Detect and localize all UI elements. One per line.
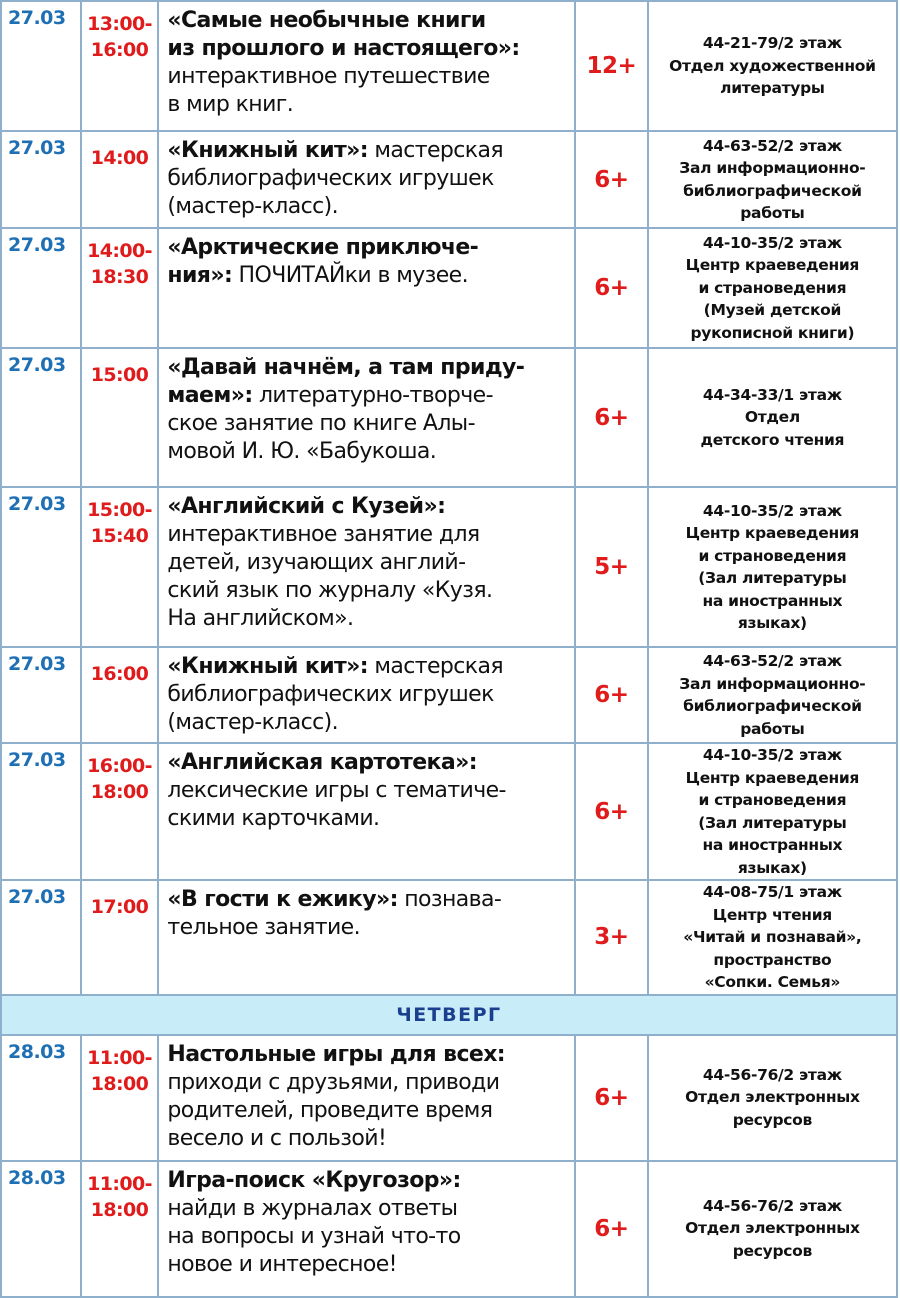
event-description-line: ский язык по журналу «Кузя. [167, 578, 493, 603]
day-heading-row [1, 995, 897, 1035]
event-description [159, 349, 574, 466]
age-rating: 6+ [594, 798, 629, 825]
event-location-line: и страноведения [698, 791, 847, 809]
event-location-line: 44-56-76/2 этаж [702, 1065, 842, 1084]
event-row [1, 743, 897, 880]
age-rating: 6+ [594, 682, 629, 708]
event-time [82, 488, 158, 549]
event-title-fragment: «Книжный кит»: [167, 138, 368, 163]
event-location-line: и страноведения [698, 278, 847, 297]
location-cell [648, 743, 897, 880]
description-cell [158, 228, 575, 348]
event-location-line: Центр краеведения [685, 524, 860, 542]
event-time-line: 15:00- [87, 499, 152, 521]
age-cell [575, 1161, 648, 1297]
date-cell [1, 1161, 81, 1297]
event-time-line: 18:00 [90, 781, 149, 803]
event-time-line: 18:00 [90, 1072, 149, 1095]
description-cell [158, 743, 575, 880]
event-row [1, 647, 897, 743]
event-time [82, 2, 158, 63]
description-cell [158, 880, 575, 995]
event-description-line: (мастер-класс). [167, 194, 339, 219]
event-row [1, 1161, 897, 1297]
location-cell [648, 647, 897, 743]
event-location-line: 44-10-35/2 этаж [702, 233, 842, 252]
age-rating: 6+ [594, 1084, 629, 1111]
event-location-line: Отдел художественной [669, 56, 876, 75]
event-title-line: Игра-поиск «Кругозор»: [167, 1167, 461, 1193]
event-title-line: Настольные игры для всех: [167, 1041, 506, 1067]
event-description [159, 1162, 574, 1279]
event-location-line: Центр чтения [712, 905, 832, 924]
event-location-line: работы [740, 719, 805, 738]
event-time-line: 17:00 [90, 896, 149, 918]
event-location-line: детского чтения [700, 430, 845, 449]
event-mixed-line [167, 137, 570, 165]
event-location-line: Зал информационно- [679, 674, 866, 693]
event-description-line: скими карточками. [167, 806, 380, 831]
age-rating: 12+ [586, 53, 637, 79]
age-cell [575, 1, 648, 131]
time-cell [81, 348, 159, 487]
event-date: 27.03 [8, 653, 66, 675]
event-location-line: Зал информационно- [679, 159, 866, 177]
age-rating: 6+ [594, 404, 629, 431]
description-cell [158, 131, 575, 228]
event-time [82, 132, 158, 171]
location-cell [648, 228, 897, 348]
date-cell [1, 348, 81, 487]
event-title-fragment: «Книжный кит»: [167, 654, 368, 679]
event-time-line: 16:00- [87, 755, 152, 777]
event-location [649, 232, 896, 345]
event-description-line: на вопросы и узнай что-то [167, 1223, 461, 1249]
time-cell [81, 1035, 159, 1161]
event-location-line: Отдел электронных [685, 1088, 860, 1107]
event-location-line: языках) [737, 614, 807, 632]
time-cell [81, 131, 159, 228]
event-time-line: 15:40 [90, 525, 149, 547]
event-location-line: 44-08-75/1 этаж [702, 883, 842, 901]
event-location-line: 44-21-79/2 этаж [702, 34, 842, 53]
event-location [649, 384, 896, 452]
location-cell [648, 880, 897, 995]
event-description-line: интерактивное занятие для [167, 522, 480, 547]
location-cell [648, 1035, 897, 1161]
event-description-line: приходи с друзьями, приводи [167, 1069, 500, 1095]
event-description-line: найди в журналах ответы [167, 1195, 458, 1221]
event-location-line: (Зал литературы [698, 813, 847, 832]
date-cell [1, 228, 81, 348]
location-cell [648, 1, 897, 131]
description-cell [158, 487, 575, 647]
event-row [1, 487, 897, 647]
event-location-line: ресурсов [732, 1110, 812, 1129]
schedule-rows-thursday [1, 1035, 897, 1297]
event-title-fragment: ния»: [167, 263, 233, 288]
event-description-line: новое и интересное! [167, 1251, 397, 1277]
event-location-line: и страноведения [698, 546, 847, 565]
event-location-line: (Зал литературы [698, 569, 847, 587]
event-description [159, 488, 574, 633]
event-location-line: 44-34-33/1 этаж [702, 385, 842, 404]
event-location-line: библиографической [683, 181, 862, 200]
date-cell [1, 880, 81, 995]
event-date: 28.03 [8, 1040, 66, 1063]
schedule-rows-wednesday [1, 1, 897, 995]
event-time-line: 14:00- [87, 240, 152, 262]
event-location-line: на иностранных [702, 591, 843, 610]
age-cell [575, 131, 648, 228]
age-cell [575, 1035, 648, 1161]
event-location-line: 44-10-35/2 этаж [702, 501, 842, 520]
event-location [649, 650, 896, 740]
event-date: 27.03 [8, 354, 66, 376]
event-time-line: 18:00 [90, 1198, 149, 1221]
event-title-fragment: «В гости к ежику»: [167, 887, 398, 912]
event-description-line: родителей, проведите время [167, 1097, 493, 1123]
event-time [82, 229, 158, 290]
event-row [1, 348, 897, 487]
location-cell [648, 1161, 897, 1297]
event-time [82, 349, 158, 388]
event-description-line: мовой И. Ю. «Бабукоша. [167, 439, 437, 464]
date-cell [1, 647, 81, 743]
event-location-line: пространство [713, 950, 832, 969]
date-cell [1, 487, 81, 647]
description-cell [158, 647, 575, 743]
event-description-line: интерактивное путешествие [167, 64, 490, 89]
event-time-line: 16:00 [90, 39, 149, 61]
event-description-line: детей, изучающих англий- [167, 550, 466, 575]
event-description-fragment: познава- [397, 887, 502, 912]
event-location [649, 881, 896, 994]
age-cell [575, 487, 648, 647]
event-description-fragment: литературно-творче- [252, 383, 493, 408]
time-cell [81, 487, 159, 647]
age-cell [575, 743, 648, 880]
description-cell [158, 1035, 575, 1161]
event-location-line: 44-56-76/2 этаж [702, 1196, 842, 1215]
event-date: 28.03 [8, 1166, 66, 1189]
event-description [159, 1036, 574, 1153]
event-description [159, 881, 574, 942]
description-cell [158, 348, 575, 487]
event-title-line: «Самые необычные книги [167, 8, 486, 33]
event-location-line: рукописной книги) [690, 323, 855, 342]
event-row [1, 880, 897, 995]
age-cell [575, 348, 648, 487]
event-description [159, 229, 574, 290]
event-date: 27.03 [8, 137, 66, 159]
event-location [649, 744, 896, 879]
event-time [82, 1162, 158, 1223]
event-description [159, 744, 574, 833]
location-cell [648, 131, 897, 228]
time-cell [81, 743, 159, 880]
event-description [159, 2, 574, 119]
time-cell [81, 647, 159, 743]
event-location-line: библиографической [683, 697, 862, 715]
event-location-line: 44-10-35/2 этаж [702, 746, 842, 764]
event-description-line: в мир книг. [167, 92, 294, 117]
event-row [1, 1035, 897, 1161]
event-mixed-line [167, 653, 570, 681]
event-location-line: Отдел электронных [685, 1219, 860, 1238]
location-cell [648, 348, 897, 487]
event-description [159, 648, 574, 737]
event-description-line: библиографических игрушек [167, 166, 494, 191]
event-location-line: «Читай и познавай», [683, 928, 862, 946]
event-description-fragment: ПОЧИТАЙки в музее. [232, 263, 469, 288]
time-cell [81, 1, 159, 131]
event-time-line: 14:00 [90, 147, 149, 169]
event-row [1, 131, 897, 228]
event-date: 27.03 [8, 493, 66, 515]
event-title-line: из прошлого и настоящего»: [167, 36, 520, 61]
event-mixed-line [167, 382, 570, 410]
location-cell [648, 487, 897, 647]
event-time [82, 744, 158, 805]
event-location-line: 44-63-52/2 этаж [702, 652, 842, 670]
event-row [1, 228, 897, 348]
time-cell [81, 880, 159, 995]
event-title-fragment: маем»: [167, 383, 253, 408]
event-location [649, 135, 896, 225]
event-date: 27.03 [8, 749, 66, 771]
event-time-line: 11:00- [87, 1172, 152, 1195]
date-cell [1, 1, 81, 131]
description-cell [158, 1, 575, 131]
event-location-line: ресурсов [732, 1241, 812, 1260]
event-time [82, 881, 158, 920]
event-description-fragment: мастерская [367, 654, 503, 679]
age-rating: 5+ [594, 554, 629, 580]
event-description-line: ское занятие по книге Алы- [167, 411, 475, 436]
age-rating: 6+ [594, 275, 629, 301]
event-title-line: «Арктические приключе- [167, 235, 479, 260]
event-time [82, 648, 158, 687]
age-cell [575, 228, 648, 348]
event-description-line: На английском». [167, 606, 354, 631]
event-description-line: библиографических игрушек [167, 682, 494, 707]
event-title-line: «Английский с Кузей»: [167, 494, 446, 519]
event-description-line: весело и с пользой! [167, 1125, 387, 1151]
description-cell [158, 1161, 575, 1297]
event-location-line: Центр краеведения [685, 768, 860, 787]
event-location-line: литературы [720, 79, 825, 98]
event-time [82, 1036, 158, 1097]
date-cell [1, 1035, 81, 1161]
event-mixed-line [167, 886, 570, 914]
event-time-line: 16:00 [90, 663, 149, 685]
event-time-line: 18:30 [90, 266, 149, 288]
event-location [649, 32, 896, 100]
event-row [1, 1, 897, 131]
event-mixed-line [167, 262, 570, 290]
event-description [159, 132, 574, 221]
event-description-fragment: мастерская [367, 138, 503, 163]
event-location-line: Отдел [744, 408, 800, 427]
event-time-line: 15:00 [90, 364, 149, 386]
event-time-line: 13:00- [87, 13, 152, 35]
event-location-line: (Музей детской [703, 301, 842, 320]
age-cell [575, 647, 648, 743]
date-cell [1, 131, 81, 228]
event-location [649, 1064, 896, 1132]
time-cell [81, 1161, 159, 1297]
event-location-line: на иностранных [702, 836, 843, 854]
day-heading: ЧЕТВЕРГ [396, 1003, 502, 1026]
event-location-line: Центр краеведения [685, 256, 860, 275]
event-date: 27.03 [8, 7, 66, 29]
event-location [649, 1195, 896, 1263]
age-rating: 6+ [594, 166, 629, 193]
date-cell [1, 743, 81, 880]
event-location [649, 500, 896, 635]
event-location-line: работы [740, 204, 805, 222]
event-location-line: «Сопки. Семья» [704, 973, 841, 991]
event-location-line: 44-63-52/2 этаж [702, 136, 842, 155]
event-description-line: лексические игры с тематиче- [167, 778, 506, 803]
age-rating: 6+ [594, 1215, 629, 1242]
event-description-line: (мастер-класс). [167, 710, 339, 735]
time-cell [81, 228, 159, 348]
event-location-line: языках) [737, 858, 807, 877]
day-heading-cell [1, 995, 897, 1035]
event-time-line: 11:00- [87, 1046, 152, 1069]
event-title-line: «Давай начнём, а там приду- [167, 355, 525, 380]
event-date: 27.03 [8, 234, 66, 256]
event-title-line: «Английская картотека»: [167, 750, 477, 775]
age-cell [575, 880, 648, 995]
event-date: 27.03 [8, 886, 66, 908]
event-description-line: тельное занятие. [167, 915, 360, 940]
age-rating: 3+ [594, 924, 629, 951]
